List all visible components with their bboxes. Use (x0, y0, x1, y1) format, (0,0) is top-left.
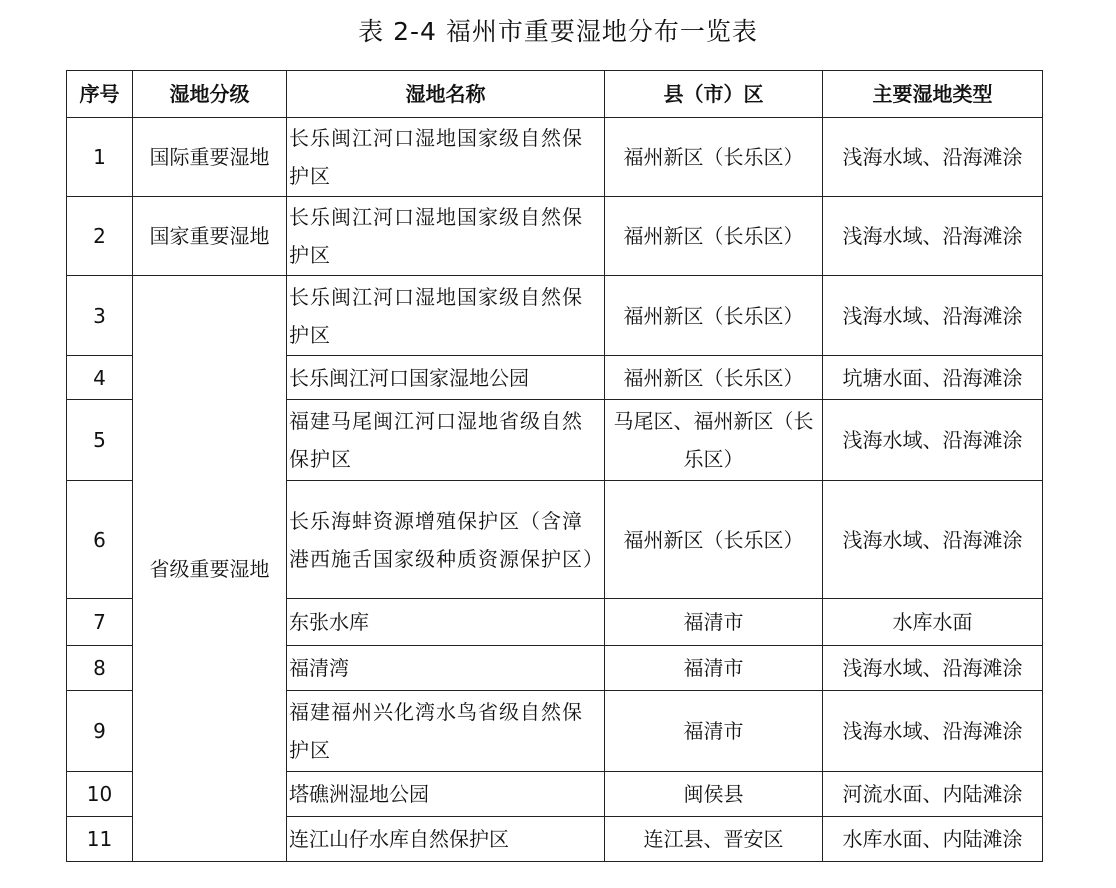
cell-county: 连江县、晋安区 (605, 817, 823, 862)
cell-county: 福清市 (605, 691, 823, 772)
cell-no: 7 (67, 599, 133, 646)
table-title: 表 2-4 福州市重要湿地分布一览表 (358, 17, 758, 46)
cell-name: 长乐闽江河口国家湿地公园 (287, 356, 605, 400)
cell-type: 浅海水域、沿海滩涂 (823, 197, 1043, 276)
cell-type: 浅海水域、沿海滩涂 (823, 646, 1043, 691)
cell-county: 福清市 (605, 599, 823, 646)
table-row (67, 197, 1043, 276)
header-level: 湿地分级 (133, 71, 287, 118)
cell-no: 4 (67, 356, 133, 400)
cell-county: 闽侯县 (605, 772, 823, 817)
cell-name: 连江山仔水库自然保护区 (287, 817, 605, 862)
cell-name: 福清湾 (287, 646, 605, 691)
cell-name: 长乐闽江河口湿地国家级自然保护区 (287, 197, 605, 276)
cell-type: 浅海水域、沿海滩涂 (823, 276, 1043, 356)
header-name: 湿地名称 (287, 71, 605, 118)
cell-county: 福州新区（长乐区） (605, 356, 823, 400)
cell-no: 10 (67, 772, 133, 817)
cell-name: 长乐闽江河口湿地国家级自然保护区 (287, 118, 605, 197)
cell-county: 马尾区、福州新区（长乐区） (605, 400, 823, 481)
header-type: 主要湿地类型 (823, 71, 1043, 118)
cell-no: 11 (67, 817, 133, 862)
table-row (67, 118, 1043, 197)
table-header-row (67, 71, 1043, 118)
header-county: 县（市）区 (605, 71, 823, 118)
cell-no: 6 (67, 481, 133, 599)
cell-type: 水库水面 (823, 599, 1043, 646)
cell-no: 2 (67, 197, 133, 276)
cell-county: 福州新区（长乐区） (605, 118, 823, 197)
cell-type: 河流水面、内陆滩涂 (823, 772, 1043, 817)
header-no: 序号 (67, 71, 133, 118)
cell-level: 国家重要湿地 (133, 197, 287, 276)
cell-name: 长乐海蚌资源增殖保护区（含漳港西施舌国家级种质资源保护区） (287, 481, 605, 599)
cell-level: 国际重要湿地 (133, 118, 287, 197)
cell-name: 福建福州兴化湾水鸟省级自然保护区 (287, 691, 605, 772)
cell-type: 水库水面、内陆滩涂 (823, 817, 1043, 862)
cell-no: 9 (67, 691, 133, 772)
cell-no: 5 (67, 400, 133, 481)
cell-no: 3 (67, 276, 133, 356)
cell-type: 浅海水域、沿海滩涂 (823, 400, 1043, 481)
table-row (67, 276, 1043, 356)
cell-type: 浅海水域、沿海滩涂 (823, 118, 1043, 197)
cell-type: 浅海水域、沿海滩涂 (823, 691, 1043, 772)
cell-level: 省级重要湿地 (133, 276, 287, 862)
wetland-table (66, 70, 1043, 862)
cell-county: 福州新区（长乐区） (605, 481, 823, 599)
cell-type: 坑塘水面、沿海滩涂 (823, 356, 1043, 400)
cell-county: 福清市 (605, 646, 823, 691)
cell-name: 长乐闽江河口湿地国家级自然保护区 (287, 276, 605, 356)
cell-name: 福建马尾闽江河口湿地省级自然保护区 (287, 400, 605, 481)
cell-no: 8 (67, 646, 133, 691)
cell-name: 塔礁洲湿地公园 (287, 772, 605, 817)
cell-type: 浅海水域、沿海滩涂 (823, 481, 1043, 599)
cell-name: 东张水库 (287, 599, 605, 646)
cell-no: 1 (67, 118, 133, 197)
cell-county: 福州新区（长乐区） (605, 197, 823, 276)
cell-county: 福州新区（长乐区） (605, 276, 823, 356)
